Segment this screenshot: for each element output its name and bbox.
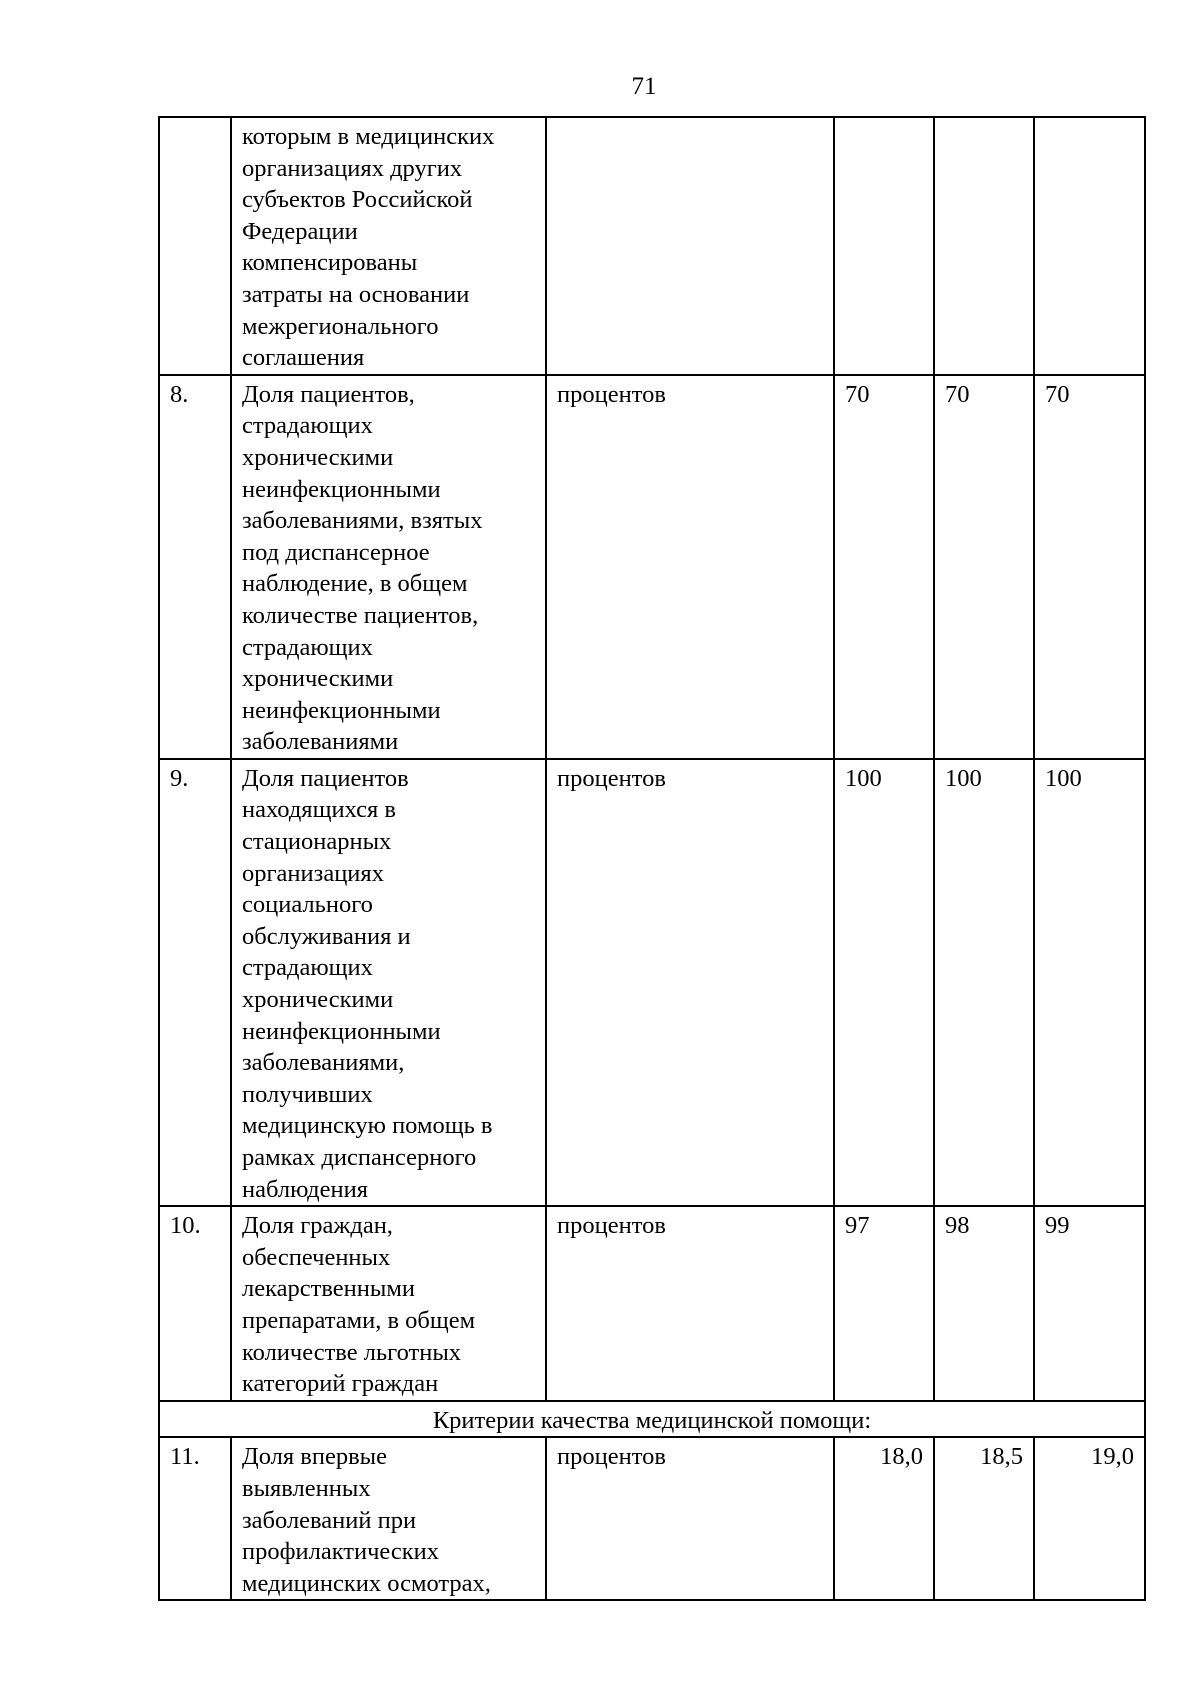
value-year-3: 99 <box>1034 1206 1145 1401</box>
indicator-name-line: межрегионального <box>242 312 439 340</box>
indicator-name-line: обеспеченных <box>242 1243 391 1271</box>
indicator-name <box>231 1437 546 1600</box>
indicator-name-line: медицинскую помощь в <box>242 1112 493 1140</box>
indicator-name-line: под диспансерное <box>242 538 430 566</box>
unit-cell: процентов <box>546 759 834 1206</box>
indicator-name-line: организациях других <box>242 154 463 182</box>
indicator-name-line: наблюдение, в общем <box>242 570 468 598</box>
value-year-2: 98 <box>934 1206 1034 1401</box>
indicator-name-line: страдающих <box>242 954 373 982</box>
indicator-name-line: заболеваний при <box>242 1506 417 1534</box>
value-year-3 <box>1034 117 1145 375</box>
row-number <box>159 117 231 375</box>
indicator-name-line: рамках диспансерного <box>242 1144 477 1171</box>
indicator-name-line: неинфекционными <box>242 696 441 724</box>
value-year-2 <box>934 117 1034 375</box>
table-row <box>159 759 1145 1206</box>
indicator-name-line: медицинских осмотрах, <box>242 1569 491 1597</box>
value-year-1 <box>834 117 934 375</box>
indicator-name-line: неинфекционными <box>242 475 441 503</box>
unit-cell: процентов <box>546 375 834 759</box>
table-body <box>159 117 1145 1600</box>
value-year-1: 97 <box>834 1206 934 1401</box>
indicator-name-line: стационарных <box>242 828 392 856</box>
indicator-name-line: лекарственными <box>242 1275 415 1303</box>
value-year-3: 19,0 <box>1034 1437 1145 1600</box>
value-year-3: 100 <box>1034 759 1145 1206</box>
indicator-name-line: выявленных <box>242 1474 371 1502</box>
page-number: 71 <box>631 73 657 100</box>
row-number: 10. <box>159 1206 231 1401</box>
indicator-name-line: неинфекционными <box>242 1017 441 1045</box>
indicator-name-line: находящихся в <box>242 796 396 824</box>
indicator-name-line: страдающих <box>242 633 373 661</box>
value-year-3: 70 <box>1034 375 1145 759</box>
indicator-name-line: организациях <box>242 859 384 887</box>
indicator-name-line: препаратами, в общем <box>242 1306 476 1334</box>
indicator-name-line: хроническими <box>242 986 394 1014</box>
row-number: 9. <box>159 759 231 1206</box>
section-row <box>159 1401 1145 1438</box>
indicator-name-line: компенсированы <box>242 249 418 277</box>
indicator-name-line: количестве пациентов, <box>242 601 479 629</box>
unit-cell: процентов <box>546 1437 834 1600</box>
indicator-name-line: Доля пациентов <box>242 764 409 792</box>
value-year-2: 100 <box>934 759 1034 1206</box>
indicator-name-line: заболеваниями, взятых <box>242 507 483 535</box>
indicator-name-line: Доля впервые <box>242 1443 387 1471</box>
indicator-name-line: социального <box>242 891 373 919</box>
indicator-name <box>231 375 546 759</box>
row-number: 11. <box>159 1437 231 1600</box>
indicator-name-line: затраты на основании <box>242 280 470 308</box>
indicator-name-line: Федерации <box>242 217 358 245</box>
value-year-1: 18,0 <box>834 1437 934 1600</box>
indicator-name-line: хроническими <box>242 665 394 693</box>
row-number: 8. <box>159 375 231 759</box>
indicator-name-line: соглашения <box>242 344 365 372</box>
indicator-name-line: субъектов Российской <box>242 186 473 214</box>
indicator-name-line: заболеваниями, <box>242 1049 405 1077</box>
value-year-1: 70 <box>834 375 934 759</box>
indicator-name-line: хроническими <box>242 443 394 471</box>
indicator-name-line: наблюдения <box>242 1175 368 1203</box>
indicator-name-line: Доля пациентов, <box>242 380 415 408</box>
table-row <box>159 117 1145 375</box>
indicator-name-line: страдающих <box>242 412 373 440</box>
section-title: Критерии качества медицинской помощи: <box>159 1401 1145 1438</box>
table-row <box>159 1206 1145 1401</box>
indicator-name-line: количестве льготных <box>242 1338 462 1366</box>
indicator-name-line: категорий граждан <box>242 1370 439 1398</box>
indicator-name-line: профилактических <box>242 1538 440 1566</box>
table-row <box>159 1437 1145 1600</box>
unit-cell: процентов <box>546 1206 834 1401</box>
table-row <box>159 375 1145 759</box>
indicator-name-line: Доля граждан, <box>242 1212 393 1240</box>
indicator-name-line: заболеваниями <box>242 728 399 756</box>
indicator-name <box>231 759 546 1206</box>
indicator-name <box>231 1206 546 1401</box>
unit-cell <box>546 117 834 375</box>
indicator-name-line: получивших <box>242 1080 373 1108</box>
value-year-2: 18,5 <box>934 1437 1034 1600</box>
indicator-name-line: обслуживания и <box>242 922 411 950</box>
indicators-table <box>158 116 1146 1601</box>
value-year-2: 70 <box>934 375 1034 759</box>
indicator-name <box>231 117 546 375</box>
value-year-1: 100 <box>834 759 934 1206</box>
indicator-name-line: которым в медицинских <box>242 123 495 150</box>
